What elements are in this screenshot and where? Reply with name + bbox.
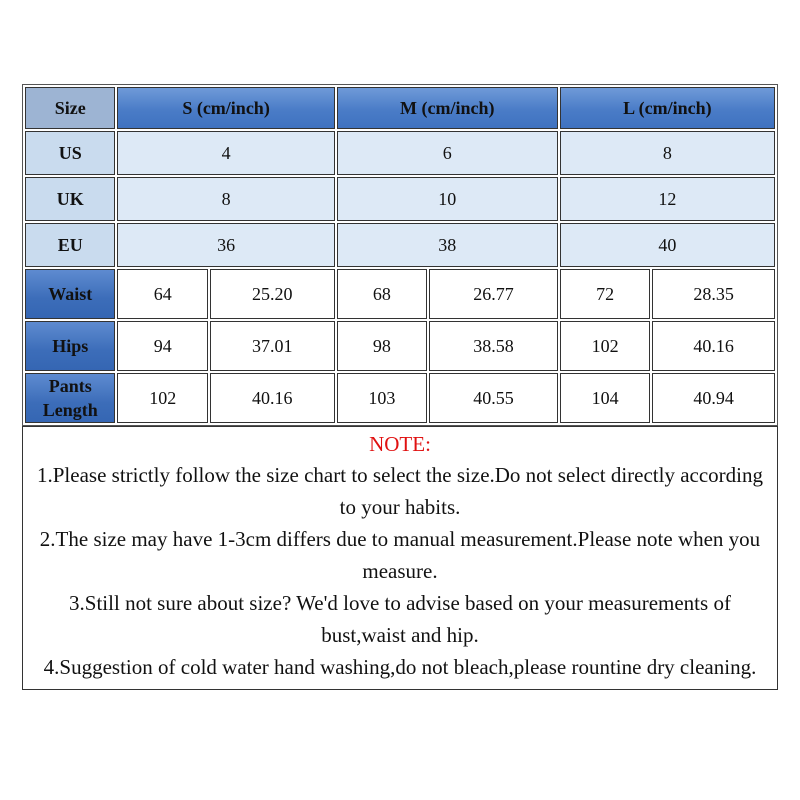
uk-l-cell: 12 xyxy=(560,177,775,221)
note-line-3: 3.Still not sure about size? We'd love to advise based on your measurements of bust,waist and hip. xyxy=(69,591,731,647)
note-box xyxy=(22,426,778,690)
eu-s-cell: 36 xyxy=(117,223,334,267)
table-row-waist xyxy=(25,269,775,319)
waist-m-inch: 26.77 xyxy=(429,269,558,319)
waist-l-cm: 72 xyxy=(560,269,650,319)
note-title: NOTE: xyxy=(369,432,431,456)
note-line-1: 1.Please strictly follow the size chart to select the size.Do not select directly according to your habits. xyxy=(37,463,763,519)
hips-s-inch: 37.01 xyxy=(210,321,335,371)
table-row-us xyxy=(25,131,775,175)
size-l-header: L (cm/inch) xyxy=(560,87,775,129)
table-row-hips xyxy=(25,321,775,371)
pants-m-cm: 103 xyxy=(337,373,427,423)
uk-s-cell: 8 xyxy=(117,177,334,221)
table-row-eu xyxy=(25,223,775,267)
hips-l-inch: 40.16 xyxy=(652,321,775,371)
hips-l-cm: 102 xyxy=(560,321,650,371)
table-row-uk xyxy=(25,177,775,221)
note-line-4: 4.Suggestion of cold water hand washing,do not bleach,please rountine dry cleaning. xyxy=(43,655,757,679)
size-table xyxy=(22,84,778,426)
us-m-cell: 6 xyxy=(337,131,558,175)
pants-m-inch: 40.55 xyxy=(429,373,558,423)
pants-label-line1: Pants xyxy=(48,376,92,396)
row-label-hips: Hips xyxy=(25,321,115,371)
hips-s-cm: 94 xyxy=(117,321,207,371)
size-m-header: M (cm/inch) xyxy=(337,87,558,129)
us-s-cell: 4 xyxy=(117,131,334,175)
eu-l-cell: 40 xyxy=(560,223,775,267)
row-label-pants-length xyxy=(25,373,115,423)
table-header-row xyxy=(25,87,775,129)
waist-m-cm: 68 xyxy=(337,269,427,319)
size-chart xyxy=(22,84,778,690)
row-label-eu: EU xyxy=(25,223,115,267)
waist-s-cm: 64 xyxy=(117,269,207,319)
pants-s-cm: 102 xyxy=(117,373,207,423)
table-row-pants-length xyxy=(25,373,775,423)
waist-l-inch: 28.35 xyxy=(652,269,775,319)
uk-m-cell: 10 xyxy=(337,177,558,221)
waist-s-inch: 25.20 xyxy=(210,269,335,319)
size-s-header: S (cm/inch) xyxy=(117,87,334,129)
pants-l-cm: 104 xyxy=(560,373,650,423)
hips-m-cm: 98 xyxy=(337,321,427,371)
size-header-cell: Size xyxy=(25,87,115,129)
row-label-waist: Waist xyxy=(25,269,115,319)
pants-label-line2: Length xyxy=(42,400,98,420)
row-label-us: US xyxy=(25,131,115,175)
us-l-cell: 8 xyxy=(560,131,775,175)
note-line-2: 2.The size may have 1-3cm differs due to manual measurement.Please note when you measure. xyxy=(39,527,761,583)
row-label-uk: UK xyxy=(25,177,115,221)
pants-l-inch: 40.94 xyxy=(652,373,775,423)
hips-m-inch: 38.58 xyxy=(429,321,558,371)
pants-s-inch: 40.16 xyxy=(210,373,335,423)
eu-m-cell: 38 xyxy=(337,223,558,267)
